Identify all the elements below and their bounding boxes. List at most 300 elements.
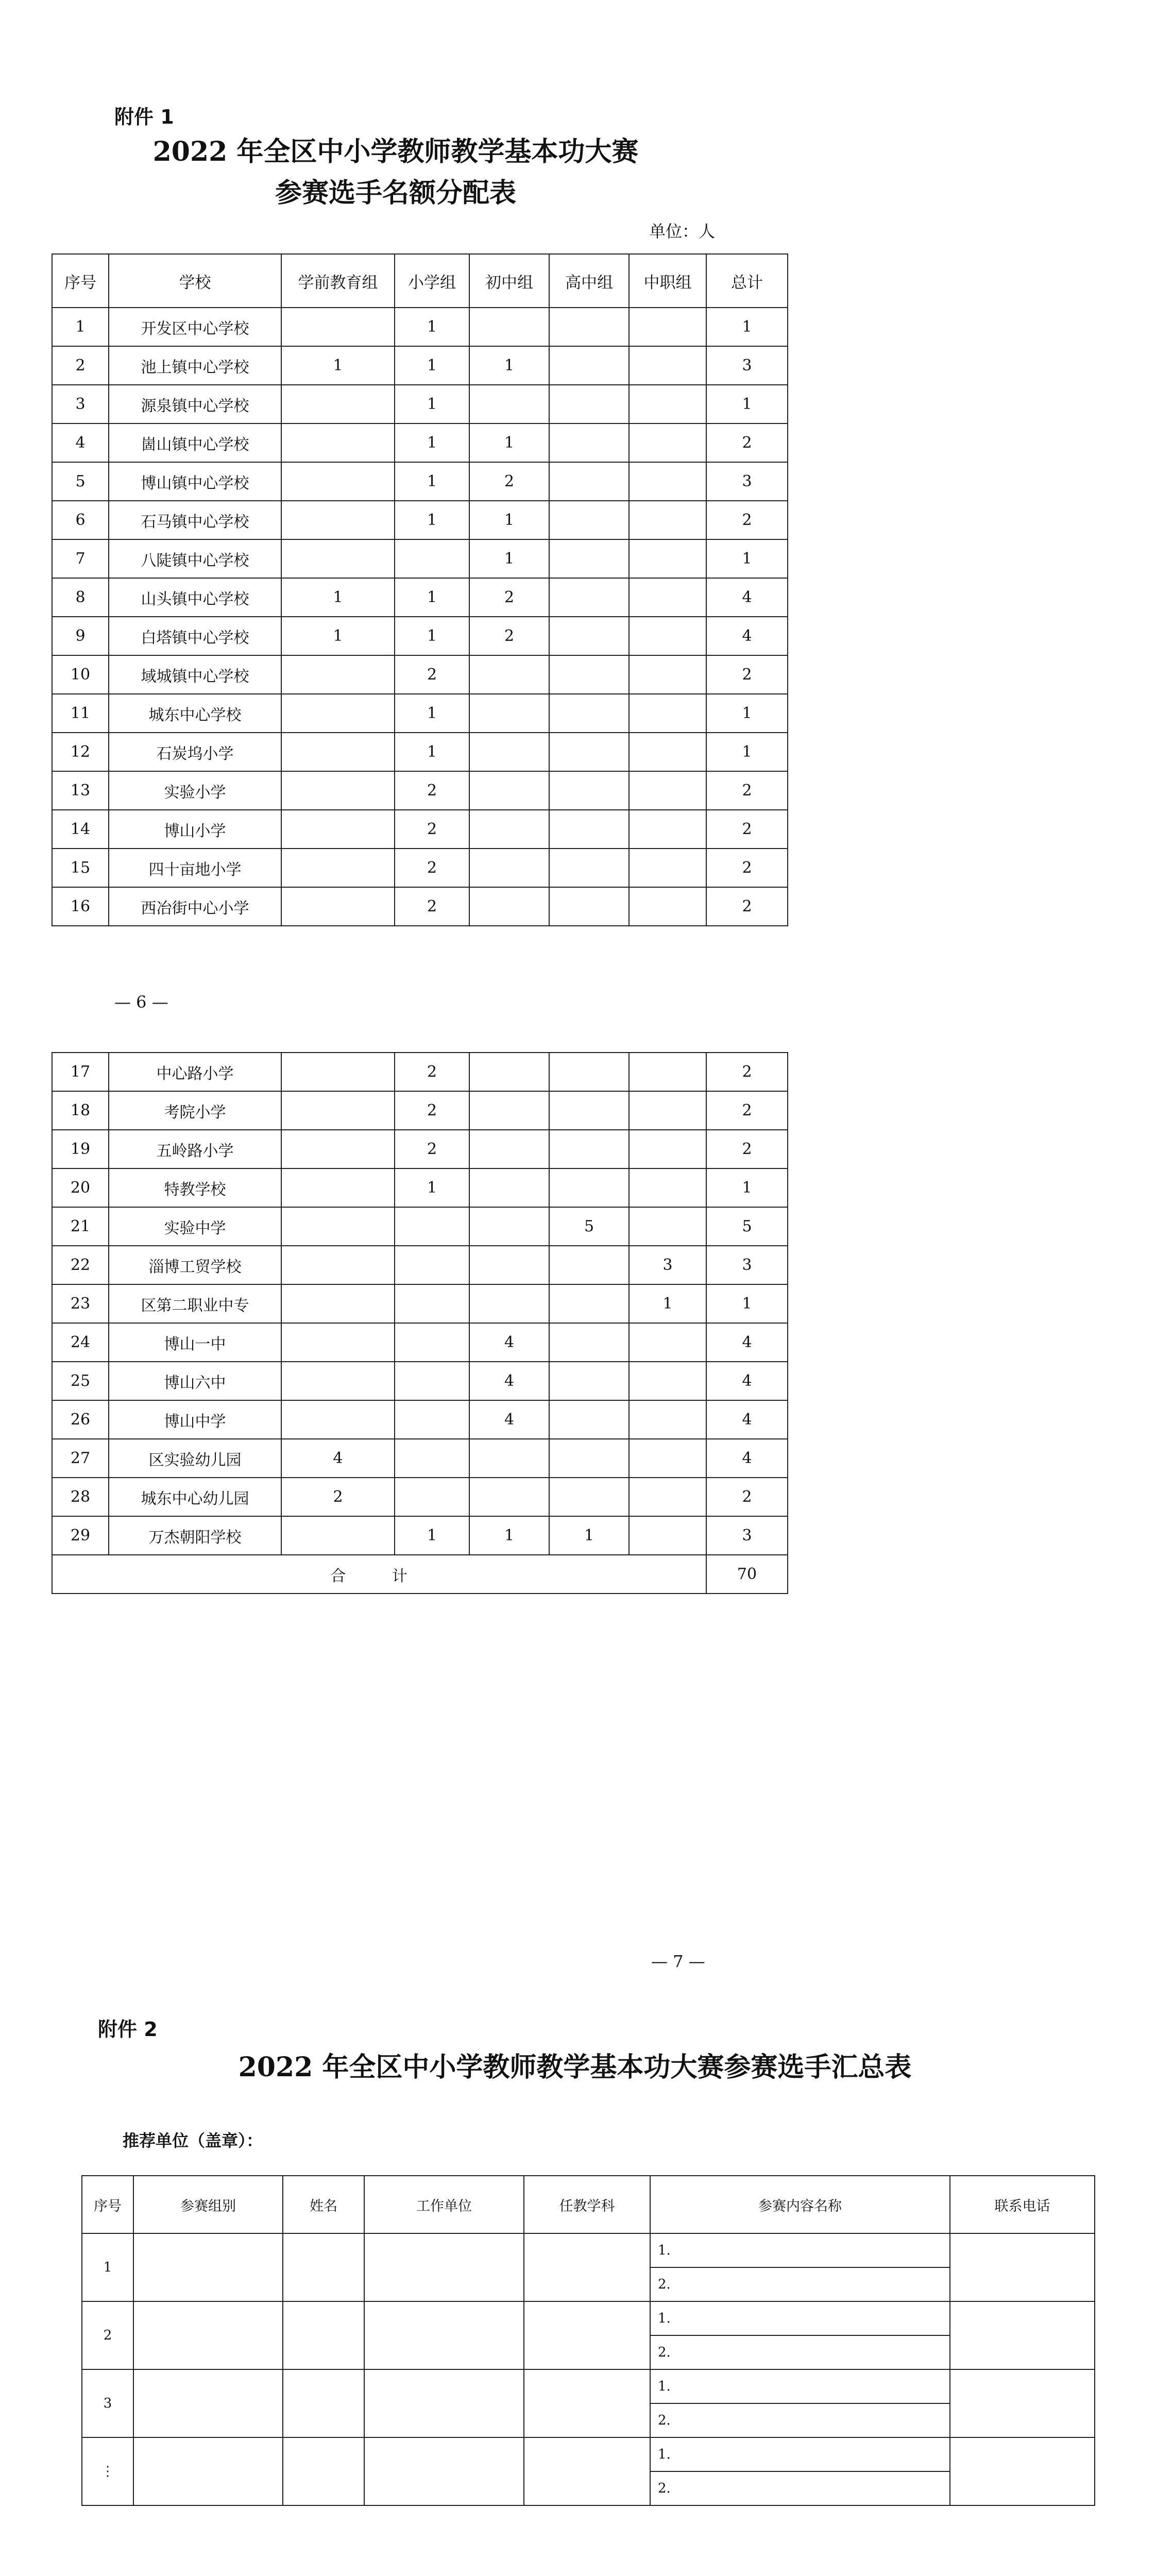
row-index: 8 [52,578,109,617]
school-name: 开发区中心学校 [109,308,281,346]
quota-cell: 2 [706,1091,788,1130]
row-index: 25 [52,1362,109,1400]
quota-cell [629,1516,706,1555]
content-item: 2. [650,2403,950,2437]
attachment-2-label: 附件 2 [98,2018,158,2041]
quota-cell [469,1439,549,1478]
school-name: 中心路小学 [109,1053,281,1091]
school-name: 万杰朝阳学校 [109,1516,281,1555]
quota-cell [395,1323,469,1362]
table-row [52,1168,788,1207]
content-item: 2. [650,2335,950,2369]
quota-cell [469,385,549,423]
col-header: 工作单位 [364,2176,524,2233]
quota-cell: 1 [469,1516,549,1555]
quota-cell [469,1053,549,1091]
row-index: 1 [52,308,109,346]
school-name: 博山六中 [109,1362,281,1400]
phone-cell [950,2369,1095,2437]
school-name: 白塔镇中心学校 [109,617,281,655]
school-name: 石马镇中心学校 [109,501,281,539]
quota-cell: 4 [706,1400,788,1439]
quota-cell: 2 [706,1478,788,1516]
school-name: 山头镇中心学校 [109,578,281,617]
school-name: 西冶街中心小学 [109,887,281,926]
school-name: 八陡镇中心学校 [109,539,281,578]
quota-cell: 2 [706,655,788,694]
blank-cell [364,2437,524,2505]
quota-cell [549,617,629,655]
quota-cell: 1 [706,1284,788,1323]
row-index: 20 [52,1168,109,1207]
blank-cell [364,2233,524,2301]
quota-cell [281,308,395,346]
summary-table-header [82,2176,1095,2233]
quota-cell [629,733,706,771]
blank-cell [133,2437,283,2505]
quota-cell [395,1400,469,1439]
phone-cell [950,2233,1095,2301]
school-name: 域城镇中心学校 [109,655,281,694]
table-row [52,308,788,346]
table-row [52,1130,788,1168]
quota-cell: 1 [395,346,469,385]
col-header: 联系电话 [950,2176,1095,2233]
table-row [52,1284,788,1323]
quota-table [52,253,788,926]
table-row [52,655,788,694]
content-item: 1. [650,2369,950,2403]
quota-cell [629,1091,706,1130]
content-item: 1. [650,2301,950,2335]
quota-cell: 4 [281,1439,395,1478]
content-item: 1. [650,2437,950,2471]
content-item: 2. [650,2267,950,2301]
row-index: 18 [52,1091,109,1130]
page-number-6: — 6 — [114,992,168,1012]
quota-cell [469,655,549,694]
quota-cell: 1 [549,1516,629,1555]
school-name: 博山一中 [109,1323,281,1362]
row-index: ⋮ [82,2437,133,2505]
quota-cell: 4 [706,1362,788,1400]
table-row [52,771,788,810]
row-index: 12 [52,733,109,771]
quota-cell [549,462,629,501]
quota-cell [281,810,395,849]
quota-cell [469,694,549,733]
quota-cell [469,1478,549,1516]
row-index: 14 [52,810,109,849]
blank-cell [133,2369,283,2437]
row-index: 21 [52,1207,109,1246]
quota-cell [281,1516,395,1555]
quota-cell: 1 [706,694,788,733]
content-item: 1. [650,2233,950,2267]
total-row [52,1555,788,1594]
table-row [52,423,788,462]
quota-cell: 1 [706,539,788,578]
quota-cell: 1 [395,1516,469,1555]
quota-cell [629,849,706,887]
quota-cell [281,501,395,539]
quota-cell [281,1246,395,1284]
quota-cell [395,539,469,578]
table-row [52,1400,788,1439]
table-row [52,539,788,578]
table-row [52,1439,788,1478]
school-name: 区实验幼儿园 [109,1439,281,1478]
blank-cell [364,2369,524,2437]
quota-cell [629,887,706,926]
quota-cell [549,1439,629,1478]
quota-cell: 4 [469,1323,549,1362]
summary-table-title: 2022 年全区中小学教师教学基本功大赛参赛选手汇总表 [238,2052,912,2083]
quota-cell: 1 [395,462,469,501]
quota-cell: 2 [281,1478,395,1516]
school-name: 特教学校 [109,1168,281,1207]
quota-cell: 4 [706,1439,788,1478]
quota-cell: 1 [395,423,469,462]
quota-cell [549,346,629,385]
quota-cell [281,1323,395,1362]
row-index: 2 [82,2301,133,2369]
row-index: 26 [52,1400,109,1439]
blank-cell [133,2233,283,2301]
quota-cell [281,849,395,887]
quota-cell [549,849,629,887]
row-index: 27 [52,1439,109,1478]
quota-cell [549,501,629,539]
school-name: 城东中心学校 [109,694,281,733]
quota-cell: 1 [395,694,469,733]
quota-cell [281,694,395,733]
table-row [52,346,788,385]
col-header: 姓名 [283,2176,364,2233]
quota-cell [469,1207,549,1246]
row-index: 29 [52,1516,109,1555]
quota-cell [549,308,629,346]
quota-cell [549,810,629,849]
quota-cell [469,887,549,926]
school-name: 博山中学 [109,1400,281,1439]
quota-cell [629,771,706,810]
quota-cell [549,385,629,423]
table-row [82,2233,1095,2267]
quota-table-header [52,254,788,308]
quota-cell [281,733,395,771]
quota-cell: 3 [706,346,788,385]
row-index: 13 [52,771,109,810]
quota-cell [549,423,629,462]
quota-cell: 1 [395,578,469,617]
quota-cell: 2 [395,1091,469,1130]
quota-cell: 1 [395,617,469,655]
table-row [52,1362,788,1400]
row-index: 15 [52,849,109,887]
table-row [52,733,788,771]
quota-cell: 1 [395,385,469,423]
quota-cell [469,1246,549,1284]
quota-cell: 1 [395,733,469,771]
quota-cell [629,539,706,578]
quota-cell: 2 [395,887,469,926]
unit-label: 单位：人 [649,222,716,241]
row-index: 19 [52,1130,109,1168]
quota-cell [469,1130,549,1168]
row-index: 23 [52,1284,109,1323]
quota-cell [395,1246,469,1284]
quota-cell [549,1400,629,1439]
table-row [82,2301,1095,2335]
school-name: 崮山镇中心学校 [109,423,281,462]
quota-cell: 3 [706,462,788,501]
quota-cell [549,1168,629,1207]
quota-cell [629,617,706,655]
table-row [52,501,788,539]
quota-cell [469,810,549,849]
quota-cell: 2 [395,655,469,694]
quota-cell: 2 [469,578,549,617]
page-number-7: — 7 — [651,1952,705,1971]
col-header: 参赛组别 [133,2176,283,2233]
quota-cell: 1 [395,501,469,539]
quota-cell [629,1439,706,1478]
quota-cell: 2 [395,771,469,810]
school-name: 池上镇中心学校 [109,346,281,385]
quota-cell: 1 [281,346,395,385]
col-header: 高中组 [549,254,629,308]
quota-cell: 1 [281,617,395,655]
quota-cell [549,1091,629,1130]
quota-cell: 1 [629,1284,706,1323]
quota-cell [395,1362,469,1400]
quota-cell [469,1284,549,1323]
quota-cell [281,1400,395,1439]
blank-cell [524,2233,650,2301]
quota-cell: 5 [549,1207,629,1246]
quota-cell: 3 [629,1246,706,1284]
col-header: 任教学科 [524,2176,650,2233]
quota-cell [281,1362,395,1400]
quota-cell [629,346,706,385]
attachment-1-label: 附件 1 [114,106,174,128]
quota-table-continued [52,1052,788,1594]
table-row [82,2437,1095,2471]
quota-cell: 1 [395,308,469,346]
quota-cell [629,1323,706,1362]
row-index: 11 [52,694,109,733]
blank-cell [283,2301,364,2369]
table-row [52,1516,788,1555]
quota-cell [629,462,706,501]
quota-cell [549,539,629,578]
quota-cell [629,1400,706,1439]
quota-cell: 2 [395,1053,469,1091]
quota-cell: 2 [395,849,469,887]
quota-cell [629,655,706,694]
table-row [52,1246,788,1284]
quota-cell [629,1362,706,1400]
quota-cell: 3 [706,1516,788,1555]
quota-cell [629,1130,706,1168]
school-name: 城东中心幼儿园 [109,1478,281,1516]
quota-cell: 4 [469,1400,549,1439]
quota-cell: 1 [469,539,549,578]
quota-cell [395,1478,469,1516]
table-row [52,810,788,849]
school-name: 四十亩地小学 [109,849,281,887]
col-header: 学校 [109,254,281,308]
row-index: 4 [52,423,109,462]
quota-cell: 1 [469,346,549,385]
quota-cell [281,1053,395,1091]
quota-cell: 2 [706,849,788,887]
col-header: 参赛内容名称 [650,2176,950,2233]
quota-cell [629,810,706,849]
quota-cell [281,1130,395,1168]
quota-cell [629,1478,706,1516]
col-header: 学前教育组 [281,254,395,308]
quota-cell: 2 [706,1053,788,1091]
quota-cell: 4 [469,1362,549,1400]
blank-cell [524,2369,650,2437]
quota-cell: 2 [395,810,469,849]
quota-cell [629,1168,706,1207]
table-row [52,462,788,501]
quota-cell [549,1478,629,1516]
table-row [52,1478,788,1516]
col-header: 中职组 [629,254,706,308]
row-index: 6 [52,501,109,539]
quota-cell: 1 [469,501,549,539]
quota-cell: 1 [706,1168,788,1207]
quota-cell: 2 [469,617,549,655]
quota-cell [629,308,706,346]
school-name: 考院小学 [109,1091,281,1130]
table-row [52,1053,788,1091]
school-name: 博山小学 [109,810,281,849]
quota-cell [281,887,395,926]
quota-cell: 4 [706,1323,788,1362]
quota-cell [395,1207,469,1246]
quota-cell [549,887,629,926]
quota-cell [629,1053,706,1091]
recommend-unit-label: 推荐单位（盖章）： [123,2131,263,2150]
table-row [82,2369,1095,2403]
table-row [52,1207,788,1246]
quota-cell [281,539,395,578]
quota-cell [281,771,395,810]
row-index: 10 [52,655,109,694]
quota-cell [395,1439,469,1478]
quota-cell [549,1323,629,1362]
quota-cell: 2 [706,423,788,462]
summary-table [81,2175,1095,2506]
quota-cell [549,655,629,694]
quota-cell [629,578,706,617]
quota-cell: 2 [706,887,788,926]
quota-cell: 1 [469,423,549,462]
quota-cell: 1 [281,578,395,617]
blank-cell [524,2301,650,2369]
row-index: 3 [82,2369,133,2437]
quota-cell [469,771,549,810]
row-index: 2 [52,346,109,385]
quota-cell [281,1091,395,1130]
quota-cell [629,385,706,423]
quota-cell [469,733,549,771]
quota-cell [469,849,549,887]
table-row [52,1091,788,1130]
col-header: 小学组 [395,254,469,308]
col-header: 初中组 [469,254,549,308]
table-row [52,887,788,926]
col-header: 序号 [52,254,109,308]
quota-cell: 1 [706,308,788,346]
quota-cell [281,423,395,462]
row-index: 7 [52,539,109,578]
quota-cell: 3 [706,1246,788,1284]
blank-cell [133,2301,283,2369]
quota-cell: 4 [706,578,788,617]
blank-cell [283,2437,364,2505]
row-index: 16 [52,887,109,926]
quota-cell [281,385,395,423]
row-index: 3 [52,385,109,423]
total-value: 70 [706,1555,788,1594]
quota-cell [469,308,549,346]
quota-cell: 2 [706,501,788,539]
school-name: 区第二职业中专 [109,1284,281,1323]
blank-cell [283,2233,364,2301]
quota-cell: 1 [706,385,788,423]
table-row [52,617,788,655]
quota-cell: 4 [706,617,788,655]
quota-cell: 1 [706,733,788,771]
quota-cell: 2 [706,810,788,849]
quota-cell [469,1168,549,1207]
quota-cell: 2 [469,462,549,501]
quota-cell [281,1284,395,1323]
blank-cell [364,2301,524,2369]
quota-cell [629,694,706,733]
quota-cell [281,1168,395,1207]
quota-cell [549,1284,629,1323]
quota-cell [549,1246,629,1284]
quota-cell [281,1207,395,1246]
row-index: 1 [82,2233,133,2301]
table-row [52,578,788,617]
table-row [52,849,788,887]
quota-cell [549,733,629,771]
school-name: 博山镇中心学校 [109,462,281,501]
school-name: 实验小学 [109,771,281,810]
quota-cell: 2 [395,1130,469,1168]
row-index: 24 [52,1323,109,1362]
quota-table-title-line1: 2022 年全区中小学教师教学基本功大赛 [152,136,639,167]
table-row [52,1323,788,1362]
col-header: 序号 [82,2176,133,2233]
quota-cell [549,771,629,810]
row-index: 9 [52,617,109,655]
blank-cell [524,2437,650,2505]
school-name: 石炭坞小学 [109,733,281,771]
quota-cell [549,578,629,617]
quota-table-title-line2: 参赛选手名额分配表 [275,177,516,209]
total-label: 合 计 [52,1555,706,1594]
table-row [52,385,788,423]
